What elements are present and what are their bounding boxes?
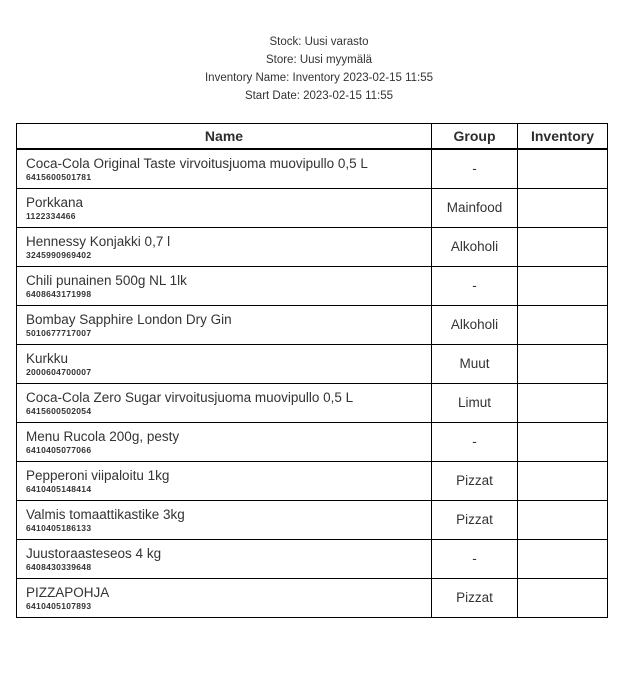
product-group: Pizzat	[432, 461, 518, 500]
product-group: Muut	[432, 344, 518, 383]
table-row	[17, 227, 608, 266]
table-row	[17, 578, 608, 617]
stock-line: Stock: Uusi varasto	[269, 36, 369, 48]
product-name: Porkkana	[26, 194, 84, 210]
product-group: Mainfood	[432, 188, 518, 227]
inventory-name-line: Inventory Name: Inventory 2023-02-15 11:55	[204, 72, 433, 84]
product-group: -	[432, 539, 518, 578]
inventory-value-cell	[518, 149, 608, 189]
product-barcode: 1122334466	[26, 210, 76, 221]
product-name-cell	[17, 227, 432, 266]
product-group: Alkoholi	[432, 227, 518, 266]
report-header	[0, 0, 638, 105]
product-name: Hennessy Konjakki 0,7 l	[26, 233, 171, 249]
product-barcode: 6415600501781	[26, 171, 92, 182]
product-name-cell	[17, 149, 432, 189]
product-name-cell	[17, 383, 432, 422]
product-name: Valmis tomaattikastike 3kg	[26, 506, 185, 522]
product-name: Coca-Cola Zero Sugar virvoitusjuoma muovipullo 0,5 L	[26, 389, 354, 405]
product-barcode: 6410405148414	[26, 483, 92, 494]
table-row	[17, 188, 608, 227]
product-group: Pizzat	[432, 500, 518, 539]
inventory-value-cell	[518, 500, 608, 539]
inventory-value-cell	[518, 578, 608, 617]
product-barcode: 6410405186133	[26, 522, 92, 533]
product-name: Kurkku	[26, 350, 69, 366]
table-head	[17, 124, 608, 149]
product-name: Menu Rucola 200g, pesty	[26, 428, 180, 444]
table-row	[17, 344, 608, 383]
product-group: Limut	[432, 383, 518, 422]
product-name-cell	[17, 422, 432, 461]
inventory-table	[16, 123, 608, 618]
inventory-value-cell	[518, 227, 608, 266]
table-row	[17, 149, 608, 189]
table-header-row	[17, 124, 608, 149]
inventory-value-cell	[518, 461, 608, 500]
product-name-cell	[17, 500, 432, 539]
inventory-value-cell	[518, 305, 608, 344]
product-barcode: 6408643171998	[26, 288, 92, 299]
product-name: Pepperoni viipaloitu 1kg	[26, 467, 170, 483]
store-line: Store: Uusi myymälä	[265, 54, 373, 66]
table-row	[17, 461, 608, 500]
column-header-group: Group	[432, 124, 518, 149]
product-barcode: 6410405077066	[26, 444, 92, 455]
inventory-value-cell	[518, 383, 608, 422]
table-row	[17, 500, 608, 539]
inventory-value-cell	[518, 422, 608, 461]
product-group: -	[432, 422, 518, 461]
product-name: Bombay Sapphire London Dry Gin	[26, 311, 232, 327]
product-name-cell	[17, 578, 432, 617]
product-barcode: 5010677717007	[26, 327, 92, 338]
inventory-value-cell	[518, 188, 608, 227]
table-row	[17, 305, 608, 344]
product-name: PIZZAPOHJA	[26, 584, 110, 600]
product-group: Alkoholi	[432, 305, 518, 344]
product-name: Coca-Cola Original Taste virvoitusjuoma muovipullo 0,5 L	[26, 155, 368, 171]
table-body	[17, 149, 608, 618]
product-name: Chili punainen 500g NL 1lk	[26, 272, 187, 288]
table-row	[17, 539, 608, 578]
inventory-value-cell	[518, 344, 608, 383]
product-barcode: 3245990969402	[26, 249, 92, 260]
product-name-cell	[17, 188, 432, 227]
table-row	[17, 266, 608, 305]
product-group: Pizzat	[432, 578, 518, 617]
product-name-cell	[17, 461, 432, 500]
product-group: -	[432, 149, 518, 189]
product-name-cell	[17, 539, 432, 578]
inventory-value-cell	[518, 266, 608, 305]
product-barcode: 2000604700007	[26, 366, 92, 377]
product-name: Juustoraasteseos 4 kg	[26, 545, 162, 561]
product-barcode: 6410405107893	[26, 600, 92, 611]
table-row	[17, 422, 608, 461]
product-name-cell	[17, 266, 432, 305]
start-date-line: Start Date: 2023-02-15 11:55	[244, 90, 394, 102]
column-header-name: Name	[17, 124, 432, 149]
table-row	[17, 383, 608, 422]
product-barcode: 6408430339648	[26, 561, 92, 572]
inventory-value-cell	[518, 539, 608, 578]
product-name-cell	[17, 305, 432, 344]
product-name-cell	[17, 344, 432, 383]
product-group: -	[432, 266, 518, 305]
product-barcode: 6415600502054	[26, 405, 92, 416]
column-header-inventory: Inventory	[518, 124, 608, 149]
